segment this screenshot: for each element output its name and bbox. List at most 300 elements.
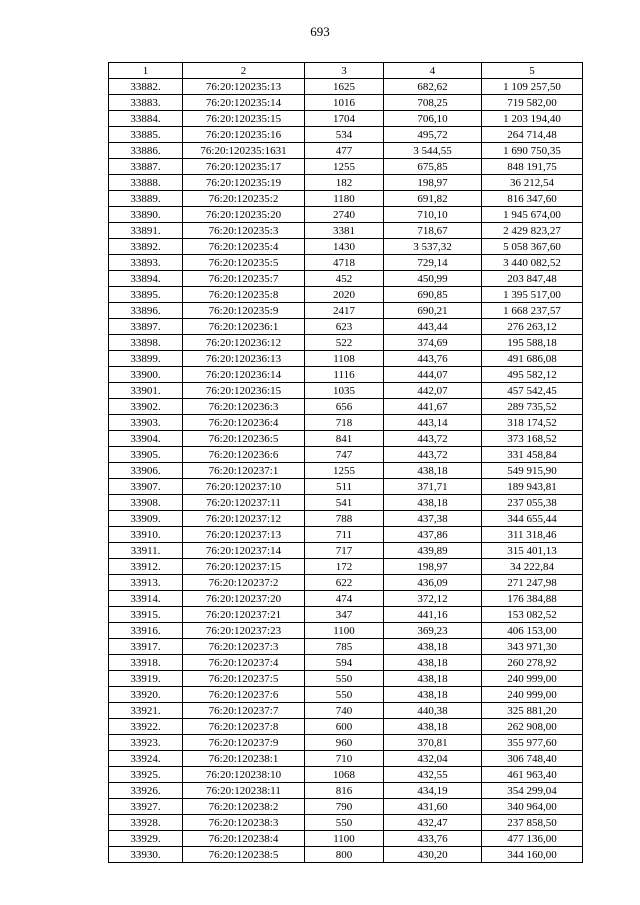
row-number-cell: 33917. [109,639,183,655]
value-cell: 240 999,00 [482,671,583,687]
table-row [109,527,583,543]
value-cell: 373 168,52 [482,431,583,447]
cadastral-number-cell: 76:20:120236:6 [183,447,305,463]
rate-cell: 439,89 [384,543,482,559]
rate-cell: 690,21 [384,303,482,319]
area-cell: 790 [305,799,384,815]
cadastral-number-cell: 76:20:120236:15 [183,383,305,399]
cadastral-number-cell: 76:20:120235:3 [183,223,305,239]
area-cell: 785 [305,639,384,655]
cadastral-number-cell: 76:20:120236:12 [183,335,305,351]
area-cell: 788 [305,511,384,527]
row-number-cell: 33912. [109,559,183,575]
column-header-1: 1 [109,63,183,79]
row-number-cell: 33910. [109,527,183,543]
value-cell: 264 714,48 [482,127,583,143]
rate-cell: 450,99 [384,271,482,287]
value-cell: 491 686,08 [482,351,583,367]
area-cell: 622 [305,575,384,591]
area-cell: 347 [305,607,384,623]
value-cell: 315 401,13 [482,543,583,559]
value-cell: 289 735,52 [482,399,583,415]
table-row [109,175,583,191]
cadastral-number-cell: 76:20:120237:11 [183,495,305,511]
area-cell: 534 [305,127,384,143]
table-row [109,415,583,431]
row-number-cell: 33908. [109,495,183,511]
cadastral-number-cell: 76:20:120237:13 [183,527,305,543]
row-number-cell: 33930. [109,847,183,863]
column-header-4: 4 [384,63,482,79]
area-cell: 522 [305,335,384,351]
value-cell: 189 943,81 [482,479,583,495]
row-number-cell: 33915. [109,607,183,623]
table-row [109,351,583,367]
row-number-cell: 33889. [109,191,183,207]
row-number-cell: 33903. [109,415,183,431]
area-cell: 4718 [305,255,384,271]
cadastral-number-cell: 76:20:120235:4 [183,239,305,255]
cadastral-number-cell: 76:20:120238:5 [183,847,305,863]
row-number-cell: 33914. [109,591,183,607]
rate-cell: 431,60 [384,799,482,815]
area-cell: 550 [305,671,384,687]
rate-cell: 437,38 [384,511,482,527]
value-cell: 344 655,44 [482,511,583,527]
cadastral-number-cell: 76:20:120235:2 [183,191,305,207]
cadastral-number-cell: 76:20:120235:9 [183,303,305,319]
area-cell: 816 [305,783,384,799]
area-cell: 172 [305,559,384,575]
rate-cell: 690,85 [384,287,482,303]
value-cell: 1 690 750,35 [482,143,583,159]
table-row [109,607,583,623]
rate-cell: 370,81 [384,735,482,751]
rate-cell: 434,19 [384,783,482,799]
area-cell: 1625 [305,79,384,95]
row-number-cell: 33906. [109,463,183,479]
table-row [109,127,583,143]
cadastral-number-cell: 76:20:120237:8 [183,719,305,735]
area-cell: 1108 [305,351,384,367]
area-cell: 1100 [305,623,384,639]
area-cell: 550 [305,687,384,703]
area-cell: 2020 [305,287,384,303]
cadastral-number-cell: 76:20:120235:7 [183,271,305,287]
value-cell: 203 847,48 [482,271,583,287]
cadastral-number-cell: 76:20:120235:16 [183,127,305,143]
area-cell: 1180 [305,191,384,207]
value-cell: 311 318,46 [482,527,583,543]
table-row [109,767,583,783]
area-cell: 1255 [305,463,384,479]
rate-cell: 443,72 [384,447,482,463]
rate-cell: 718,67 [384,223,482,239]
table-row [109,287,583,303]
rate-cell: 441,67 [384,399,482,415]
value-cell: 240 999,00 [482,687,583,703]
rate-cell: 438,18 [384,655,482,671]
cadastral-number-cell: 76:20:120237:4 [183,655,305,671]
value-cell: 2 429 823,27 [482,223,583,239]
value-cell: 1 395 517,00 [482,287,583,303]
area-cell: 740 [305,703,384,719]
cadastral-number-cell: 76:20:120236:1 [183,319,305,335]
value-cell: 495 582,12 [482,367,583,383]
area-cell: 594 [305,655,384,671]
table-row [109,799,583,815]
cadastral-number-cell: 76:20:120236:5 [183,431,305,447]
rate-cell: 433,76 [384,831,482,847]
rate-cell: 444,07 [384,367,482,383]
row-number-cell: 33891. [109,223,183,239]
value-cell: 343 971,30 [482,639,583,655]
row-number-cell: 33899. [109,351,183,367]
table-row [109,639,583,655]
rate-cell: 198,97 [384,175,482,191]
cadastral-number-cell: 76:20:120236:3 [183,399,305,415]
table-row [109,703,583,719]
area-cell: 550 [305,815,384,831]
row-number-cell: 33921. [109,703,183,719]
table-row [109,111,583,127]
row-number-cell: 33897. [109,319,183,335]
area-cell: 1100 [305,831,384,847]
area-cell: 960 [305,735,384,751]
table-row [109,79,583,95]
value-cell: 406 153,00 [482,623,583,639]
value-cell: 816 347,60 [482,191,583,207]
row-number-cell: 33895. [109,287,183,303]
rate-cell: 438,18 [384,639,482,655]
value-cell: 153 082,52 [482,607,583,623]
rate-cell: 369,23 [384,623,482,639]
row-number-cell: 33896. [109,303,183,319]
table-row [109,671,583,687]
rate-cell: 708,25 [384,95,482,111]
table-row [109,559,583,575]
cadastral-number-cell: 76:20:120235:14 [183,95,305,111]
rate-cell: 198,97 [384,559,482,575]
table-row [109,463,583,479]
cadastral-number-cell: 76:20:120237:14 [183,543,305,559]
rate-cell: 430,20 [384,847,482,863]
area-cell: 1116 [305,367,384,383]
row-number-cell: 33900. [109,367,183,383]
area-cell: 718 [305,415,384,431]
row-number-cell: 33918. [109,655,183,671]
value-cell: 1 203 194,40 [482,111,583,127]
row-number-cell: 33920. [109,687,183,703]
row-number-cell: 33898. [109,335,183,351]
value-cell: 318 174,52 [482,415,583,431]
area-cell: 747 [305,447,384,463]
cadastral-number-cell: 76:20:120236:4 [183,415,305,431]
area-cell: 656 [305,399,384,415]
row-number-cell: 33909. [109,511,183,527]
value-cell: 331 458,84 [482,447,583,463]
value-cell: 176 384,88 [482,591,583,607]
table-row [109,591,583,607]
rate-cell: 710,10 [384,207,482,223]
rate-cell: 442,07 [384,383,482,399]
value-cell: 34 222,84 [482,559,583,575]
table-row [109,543,583,559]
rate-cell: 438,18 [384,463,482,479]
area-cell: 841 [305,431,384,447]
cadastral-number-cell: 76:20:120237:3 [183,639,305,655]
cadastral-number-cell: 76:20:120237:6 [183,687,305,703]
rate-cell: 443,44 [384,319,482,335]
value-cell: 237 858,50 [482,815,583,831]
row-number-cell: 33904. [109,431,183,447]
cadastral-number-cell: 76:20:120235:13 [183,79,305,95]
table-row [109,431,583,447]
cadastral-number-cell: 76:20:120237:12 [183,511,305,527]
cadastral-number-cell: 76:20:120235:1631 [183,143,305,159]
rate-cell: 729,14 [384,255,482,271]
row-number-cell: 33916. [109,623,183,639]
row-number-cell: 33924. [109,751,183,767]
rate-cell: 438,18 [384,687,482,703]
area-cell: 477 [305,143,384,159]
row-number-cell: 33929. [109,831,183,847]
value-cell: 355 977,60 [482,735,583,751]
area-cell: 710 [305,751,384,767]
cadastral-number-cell: 76:20:120235:19 [183,175,305,191]
rate-cell: 432,47 [384,815,482,831]
value-cell: 354 299,04 [482,783,583,799]
cadastral-number-cell: 76:20:120236:13 [183,351,305,367]
rate-cell: 441,16 [384,607,482,623]
table-row [109,255,583,271]
area-cell: 600 [305,719,384,735]
value-cell: 325 881,20 [482,703,583,719]
row-number-cell: 33887. [109,159,183,175]
table-row [109,735,583,751]
value-cell: 271 247,98 [482,575,583,591]
rate-cell: 3 544,55 [384,143,482,159]
table-row [109,399,583,415]
table-row [109,143,583,159]
table-row [109,575,583,591]
cadastral-number-cell: 76:20:120235:8 [183,287,305,303]
rate-cell: 495,72 [384,127,482,143]
value-cell: 477 136,00 [482,831,583,847]
table-row [109,271,583,287]
area-cell: 717 [305,543,384,559]
value-cell: 457 542,45 [482,383,583,399]
table-row [109,367,583,383]
row-number-cell: 33922. [109,719,183,735]
value-cell: 1 109 257,50 [482,79,583,95]
cadastral-number-cell: 76:20:120237:10 [183,479,305,495]
row-number-cell: 33890. [109,207,183,223]
value-cell: 36 212,54 [482,175,583,191]
cadastral-number-cell: 76:20:120238:4 [183,831,305,847]
cadastral-number-cell: 76:20:120238:3 [183,815,305,831]
table-row [109,223,583,239]
table-row [109,335,583,351]
area-cell: 3381 [305,223,384,239]
cadastral-number-cell: 76:20:120235:20 [183,207,305,223]
table-row [109,655,583,671]
rate-cell: 675,85 [384,159,482,175]
table-row [109,207,583,223]
rate-cell: 438,18 [384,719,482,735]
cadastral-number-cell: 76:20:120237:21 [183,607,305,623]
row-number-cell: 33928. [109,815,183,831]
cadastral-number-cell: 76:20:120237:2 [183,575,305,591]
row-number-cell: 33883. [109,95,183,111]
table-row [109,319,583,335]
area-cell: 1704 [305,111,384,127]
row-number-cell: 33919. [109,671,183,687]
value-cell: 719 582,00 [482,95,583,111]
table-body [109,79,583,863]
cadastral-number-cell: 76:20:120237:9 [183,735,305,751]
row-number-cell: 33923. [109,735,183,751]
value-cell: 306 748,40 [482,751,583,767]
page-number: 693 [310,24,330,39]
column-header-2: 2 [183,63,305,79]
cadastral-number-cell: 76:20:120237:20 [183,591,305,607]
area-cell: 511 [305,479,384,495]
value-cell: 276 263,12 [482,319,583,335]
cadastral-number-cell: 76:20:120235:17 [183,159,305,175]
table-row [109,751,583,767]
cadastral-number-cell: 76:20:120236:14 [183,367,305,383]
registry-table [108,62,583,863]
rate-cell: 3 537,32 [384,239,482,255]
row-number-cell: 33884. [109,111,183,127]
value-cell: 1 668 237,57 [482,303,583,319]
area-cell: 1016 [305,95,384,111]
cadastral-number-cell: 76:20:120235:5 [183,255,305,271]
row-number-cell: 33886. [109,143,183,159]
row-number-cell: 33925. [109,767,183,783]
value-cell: 5 058 367,60 [482,239,583,255]
header-row [109,63,583,79]
table-row [109,159,583,175]
rate-cell: 371,71 [384,479,482,495]
table-row [109,495,583,511]
table-row [109,687,583,703]
value-cell: 549 915,90 [482,463,583,479]
table-row [109,95,583,111]
cadastral-number-cell: 76:20:120237:23 [183,623,305,639]
rate-cell: 682,62 [384,79,482,95]
rate-cell: 432,55 [384,767,482,783]
row-number-cell: 33893. [109,255,183,271]
cadastral-number-cell: 76:20:120238:1 [183,751,305,767]
area-cell: 1255 [305,159,384,175]
value-cell: 340 964,00 [482,799,583,815]
rate-cell: 436,09 [384,575,482,591]
rate-cell: 706,10 [384,111,482,127]
area-cell: 2417 [305,303,384,319]
area-cell: 541 [305,495,384,511]
area-cell: 474 [305,591,384,607]
table-row [109,191,583,207]
row-number-cell: 33901. [109,383,183,399]
value-cell: 3 440 082,52 [482,255,583,271]
cadastral-number-cell: 76:20:120238:10 [183,767,305,783]
rate-cell: 691,82 [384,191,482,207]
row-number-cell: 33894. [109,271,183,287]
cadastral-number-cell: 76:20:120237:1 [183,463,305,479]
cadastral-number-cell: 76:20:120237:7 [183,703,305,719]
area-cell: 800 [305,847,384,863]
table-row [109,383,583,399]
table-row [109,303,583,319]
row-number-cell: 33882. [109,79,183,95]
row-number-cell: 33892. [109,239,183,255]
cadastral-number-cell: 76:20:120238:11 [183,783,305,799]
row-number-cell: 33907. [109,479,183,495]
value-cell: 461 963,40 [482,767,583,783]
table-header [109,63,583,79]
rate-cell: 374,69 [384,335,482,351]
row-number-cell: 33902. [109,399,183,415]
table-row [109,623,583,639]
rate-cell: 437,86 [384,527,482,543]
area-cell: 1430 [305,239,384,255]
table-row [109,479,583,495]
rate-cell: 432,04 [384,751,482,767]
table-row [109,847,583,863]
row-number-cell: 33926. [109,783,183,799]
table-row [109,719,583,735]
table-row [109,783,583,799]
table-row [109,511,583,527]
area-cell: 2740 [305,207,384,223]
rate-cell: 440,38 [384,703,482,719]
rate-cell: 443,72 [384,431,482,447]
table-row [109,239,583,255]
area-cell: 452 [305,271,384,287]
table-row [109,831,583,847]
column-header-5: 5 [482,63,583,79]
value-cell: 237 055,38 [482,495,583,511]
area-cell: 1035 [305,383,384,399]
table-row [109,815,583,831]
area-cell: 182 [305,175,384,191]
value-cell: 262 908,00 [482,719,583,735]
row-number-cell: 33911. [109,543,183,559]
cadastral-number-cell: 76:20:120237:15 [183,559,305,575]
cadastral-number-cell: 76:20:120238:2 [183,799,305,815]
area-cell: 623 [305,319,384,335]
row-number-cell: 33913. [109,575,183,591]
rate-cell: 372,12 [384,591,482,607]
row-number-cell: 33888. [109,175,183,191]
value-cell: 260 278,92 [482,655,583,671]
area-cell: 711 [305,527,384,543]
value-cell: 195 588,18 [482,335,583,351]
value-cell: 848 191,75 [482,159,583,175]
row-number-cell: 33905. [109,447,183,463]
value-cell: 1 945 674,00 [482,207,583,223]
rate-cell: 438,18 [384,495,482,511]
area-cell: 1068 [305,767,384,783]
table-row [109,447,583,463]
rate-cell: 443,14 [384,415,482,431]
cadastral-number-cell: 76:20:120237:5 [183,671,305,687]
row-number-cell: 33885. [109,127,183,143]
row-number-cell: 33927. [109,799,183,815]
cadastral-number-cell: 76:20:120235:15 [183,111,305,127]
